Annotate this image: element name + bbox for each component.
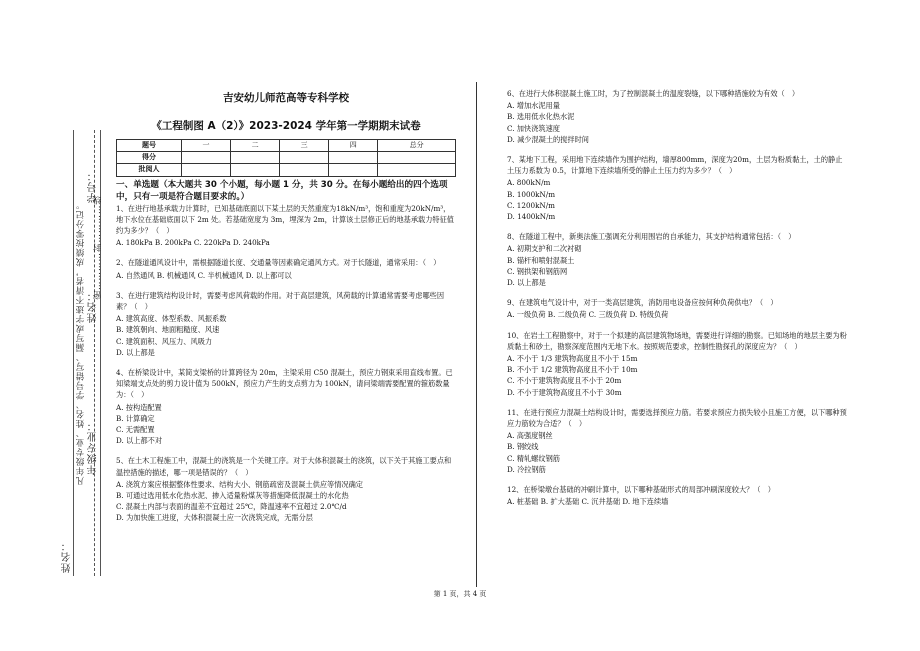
- score-cell: [231, 164, 280, 176]
- question-option: A. 增加水泥用量: [507, 101, 560, 111]
- question-stem: 7、某地下工程，采用地下连续墙作为围护结构，墙厚800mm，深度为20m，土层为粉质黏土，土的静止土压力系数为 0.5，计算地下连续墙所受的静止土压力约为多少？（ ）: [507, 155, 843, 176]
- question-option: D. 为加快施工进度，大体积混凝土应一次浇筑完成，无需分层: [116, 513, 313, 523]
- question-stem: 10、在岩土工程勘察中，对于一个拟建的高层建筑物场地，需要进行详细的勘察。已知场地的地层主要为粉质黏土和砂土，勘察深度范围内无地下水。按照规范要求，控制性勘探孔的深度应为？（ ）: [507, 330, 847, 351]
- question: [116, 367, 456, 446]
- binding-line-inner: [73, 130, 74, 576]
- question: [507, 88, 847, 145]
- question-stem: 6、在进行大体积混凝土施工时，为了控制混凝土的温度裂缝，以下哪种措施较为有效（ ）: [507, 89, 800, 98]
- score-cell: [280, 164, 329, 176]
- question-option: B. 不小于 1/2 建筑物高度且不小于 10m: [507, 365, 638, 375]
- question-option: B. 计算确定: [116, 413, 155, 423]
- question: [507, 484, 847, 507]
- question-option: B. 可通过选用低水化热水泥、掺入适量粉煤灰等措施降低混凝土的水化热: [116, 491, 349, 501]
- question-option: D. 不小于建筑物高度且不小于 30m: [507, 387, 622, 397]
- score-table-row: [117, 152, 456, 164]
- question: [116, 203, 456, 249]
- question-option: B. 选用低水化热水泥: [507, 112, 575, 122]
- question-option: C. 钢拱架和钢筋网: [507, 266, 568, 276]
- cut-name-label: 姓名：: [62, 540, 73, 573]
- right-column: [507, 88, 847, 510]
- question-option: A. 180kPa B. 200kPa C. 220kPa D. 240kPa: [116, 238, 270, 248]
- question-option: A. 初期支护和二次衬砌: [507, 244, 582, 254]
- left-column: [116, 88, 456, 526]
- question-stem: 4、在桥梁设计中，某简支梁桥的计算跨径为 20m，主梁采用 C50 混凝土，预应力钢束采用直线布置。已知梁端支点处的剪力设计值为 500kN，预应力产生的支点剪力为 100kN，请问梁端需要配置的箍筋数量为：（ ）: [116, 368, 453, 400]
- question-option: C. 不小于建筑物高度且不小于 20m: [507, 376, 622, 386]
- seal-text: 密…………封…………线: [93, 195, 103, 300]
- name-label: 姓名：: [88, 290, 99, 323]
- question: [507, 154, 847, 222]
- school-name: 吉安幼儿师范高等专科学校: [223, 92, 349, 104]
- question-option: C. 加快浇筑速度: [507, 123, 560, 133]
- question: [116, 257, 456, 280]
- question-option: A. 不小于 1/3 建筑物高度且不小于 15m: [507, 354, 638, 364]
- score-cell: [329, 164, 378, 176]
- question-option: D. 减少混凝土的搅拌时间: [507, 134, 589, 144]
- question-option: C. 无需配置: [116, 425, 155, 435]
- question-stem: 8、在隧道工程中，新奥法施工强调充分利用围岩的自承能力，其支护结构通常包括：（ ）: [507, 232, 796, 242]
- question-option: C. 1200kN/m: [507, 200, 555, 210]
- question-option: A. 自然通风 B. 机械通风 C. 半机械通风 D. 以上都可以: [116, 270, 292, 280]
- question-option: A. 一级负荷 B. 二级负荷 C. 三级负荷 D. 特级负荷: [507, 310, 669, 320]
- question-option: B. 建筑朝向、地面粗糙度、风速: [116, 325, 220, 335]
- question-option: B. 锚杆和喷射混凝土: [507, 255, 575, 265]
- question-option: A. 高强度钢丝: [507, 431, 553, 441]
- question-option: C. 建筑面积、风压力、风吸力: [116, 336, 213, 346]
- question-option: A. 浇筑方案应根据整体性要求、结构大小、钢筋疏密及混凝土供应等情况确定: [116, 479, 363, 489]
- score-row-label: 得分: [117, 152, 182, 164]
- question-option: A. 桩基础 B. 扩大基础 C. 沉井基础 D. 地下连续墙: [507, 497, 669, 507]
- question-option: D. 冷拉钢筋: [507, 464, 546, 474]
- question-option: B. 1000kN/m: [507, 189, 556, 199]
- question-option: D. 以上都不对: [116, 436, 163, 446]
- question-option: C. 精轧螺纹钢筋: [507, 453, 560, 463]
- question: [507, 407, 847, 475]
- score-cell: [329, 152, 378, 164]
- right-question-list: [507, 88, 847, 508]
- score-table: [116, 139, 456, 177]
- score-header-cell: 一: [182, 140, 231, 152]
- question-option: D. 以上都是: [116, 347, 155, 357]
- question-option: A. 按构造配置: [116, 402, 162, 412]
- score-header-cell: 二: [231, 140, 280, 152]
- question-stem: 5、在土木工程施工中，混凝土的浇筑是一个关键工序。对于大体积混凝土的浇筑，以下关于其施工要点和温控措施的描述，哪一项是错误的？（ ）: [116, 456, 452, 477]
- score-header-cell: 四: [329, 140, 378, 152]
- exam-title: 《工程制图 A（2）》2023-2024 学年第一学期期末试卷: [151, 120, 421, 132]
- question-option: A. 建筑高度、体型系数、风振系数: [116, 314, 227, 324]
- score-cell: [378, 164, 456, 176]
- column-divider: [476, 82, 477, 587]
- question: [507, 231, 847, 288]
- question-option: D. 1400kN/m: [507, 212, 556, 222]
- question-stem: 3、在进行建筑结构设计时，需要考虑风荷载的作用。对于高层建筑，风荷载的计算通常需要考虑哪些因素？（ ）: [116, 290, 445, 312]
- score-cell: [280, 152, 329, 164]
- question-stem: 12、在桥梁墩台基础的冲刷计算中，以下哪种基础形式的局部冲刷深度较大？（ ）: [507, 485, 775, 495]
- question: [507, 330, 847, 398]
- score-header-cell: 总分: [378, 140, 456, 152]
- question: [116, 290, 456, 358]
- question: [116, 455, 456, 523]
- question-stem: 9、在建筑电气设计中，对于一类高层建筑，消防用电设备应按何种负荷供电？（ ）: [507, 298, 778, 308]
- question-stem: 11、在进行预应力混凝土结构设计时，需要选择预应力筋。若要求预应力损失较小且施工方便，以下哪种预应力筋较为合适？（ ）: [507, 407, 847, 429]
- question: [507, 297, 847, 320]
- question-option: C. 混凝土内部与表面的温差不宜超过 25℃，降温速率不宜超过 2.0℃/d: [116, 502, 347, 512]
- question-option: D. 以上都是: [507, 278, 546, 288]
- student-id-label: 学号：: [88, 170, 99, 203]
- score-cell: [378, 152, 456, 164]
- page-number: 第 1 页，共 4 页: [433, 590, 487, 598]
- score-cell: [182, 152, 231, 164]
- score-table-header: [117, 140, 456, 152]
- score-header-cell: 题号: [117, 140, 182, 152]
- question-option: A. 800kN/m: [507, 178, 551, 188]
- grade-major-label: 年级专业：: [88, 420, 99, 475]
- score-header-cell: 三: [280, 140, 329, 152]
- score-table-row: [117, 164, 456, 176]
- binding-instructions: 凡年级专业、姓名、学号错写、漏写或字迹不清者，成绩按零分记。: [76, 200, 86, 485]
- question-option: B. 钢绞线: [507, 442, 539, 452]
- score-row-label: 批阅人: [117, 164, 182, 176]
- question-stem: 2、在隧道通风设计中，需根据隧道长度、交通量等因素确定通风方式。对于长隧道，通常采用：（ ）: [116, 258, 441, 268]
- question-stem: 1、在进行地基承载力计算时，已知基础底面以下某土层的天然重度为18kN/m³，饱和重度为20kN/m³，地下水位在基础底面以下 2m 处。若基础宽度为 3m，埋深为 2m，计算该土层修正后的地基承载力特征值约为多少？（ ）: [116, 203, 454, 236]
- left-question-list: [116, 203, 456, 524]
- score-cell: [231, 152, 280, 164]
- section-one-title: 一、单选题（本大题共 30 个小题，每小题 1 分，共 30 分。在每小题给出的四个选项中，只有一项是符合题目要求的。）: [116, 179, 448, 202]
- score-cell: [182, 164, 231, 176]
